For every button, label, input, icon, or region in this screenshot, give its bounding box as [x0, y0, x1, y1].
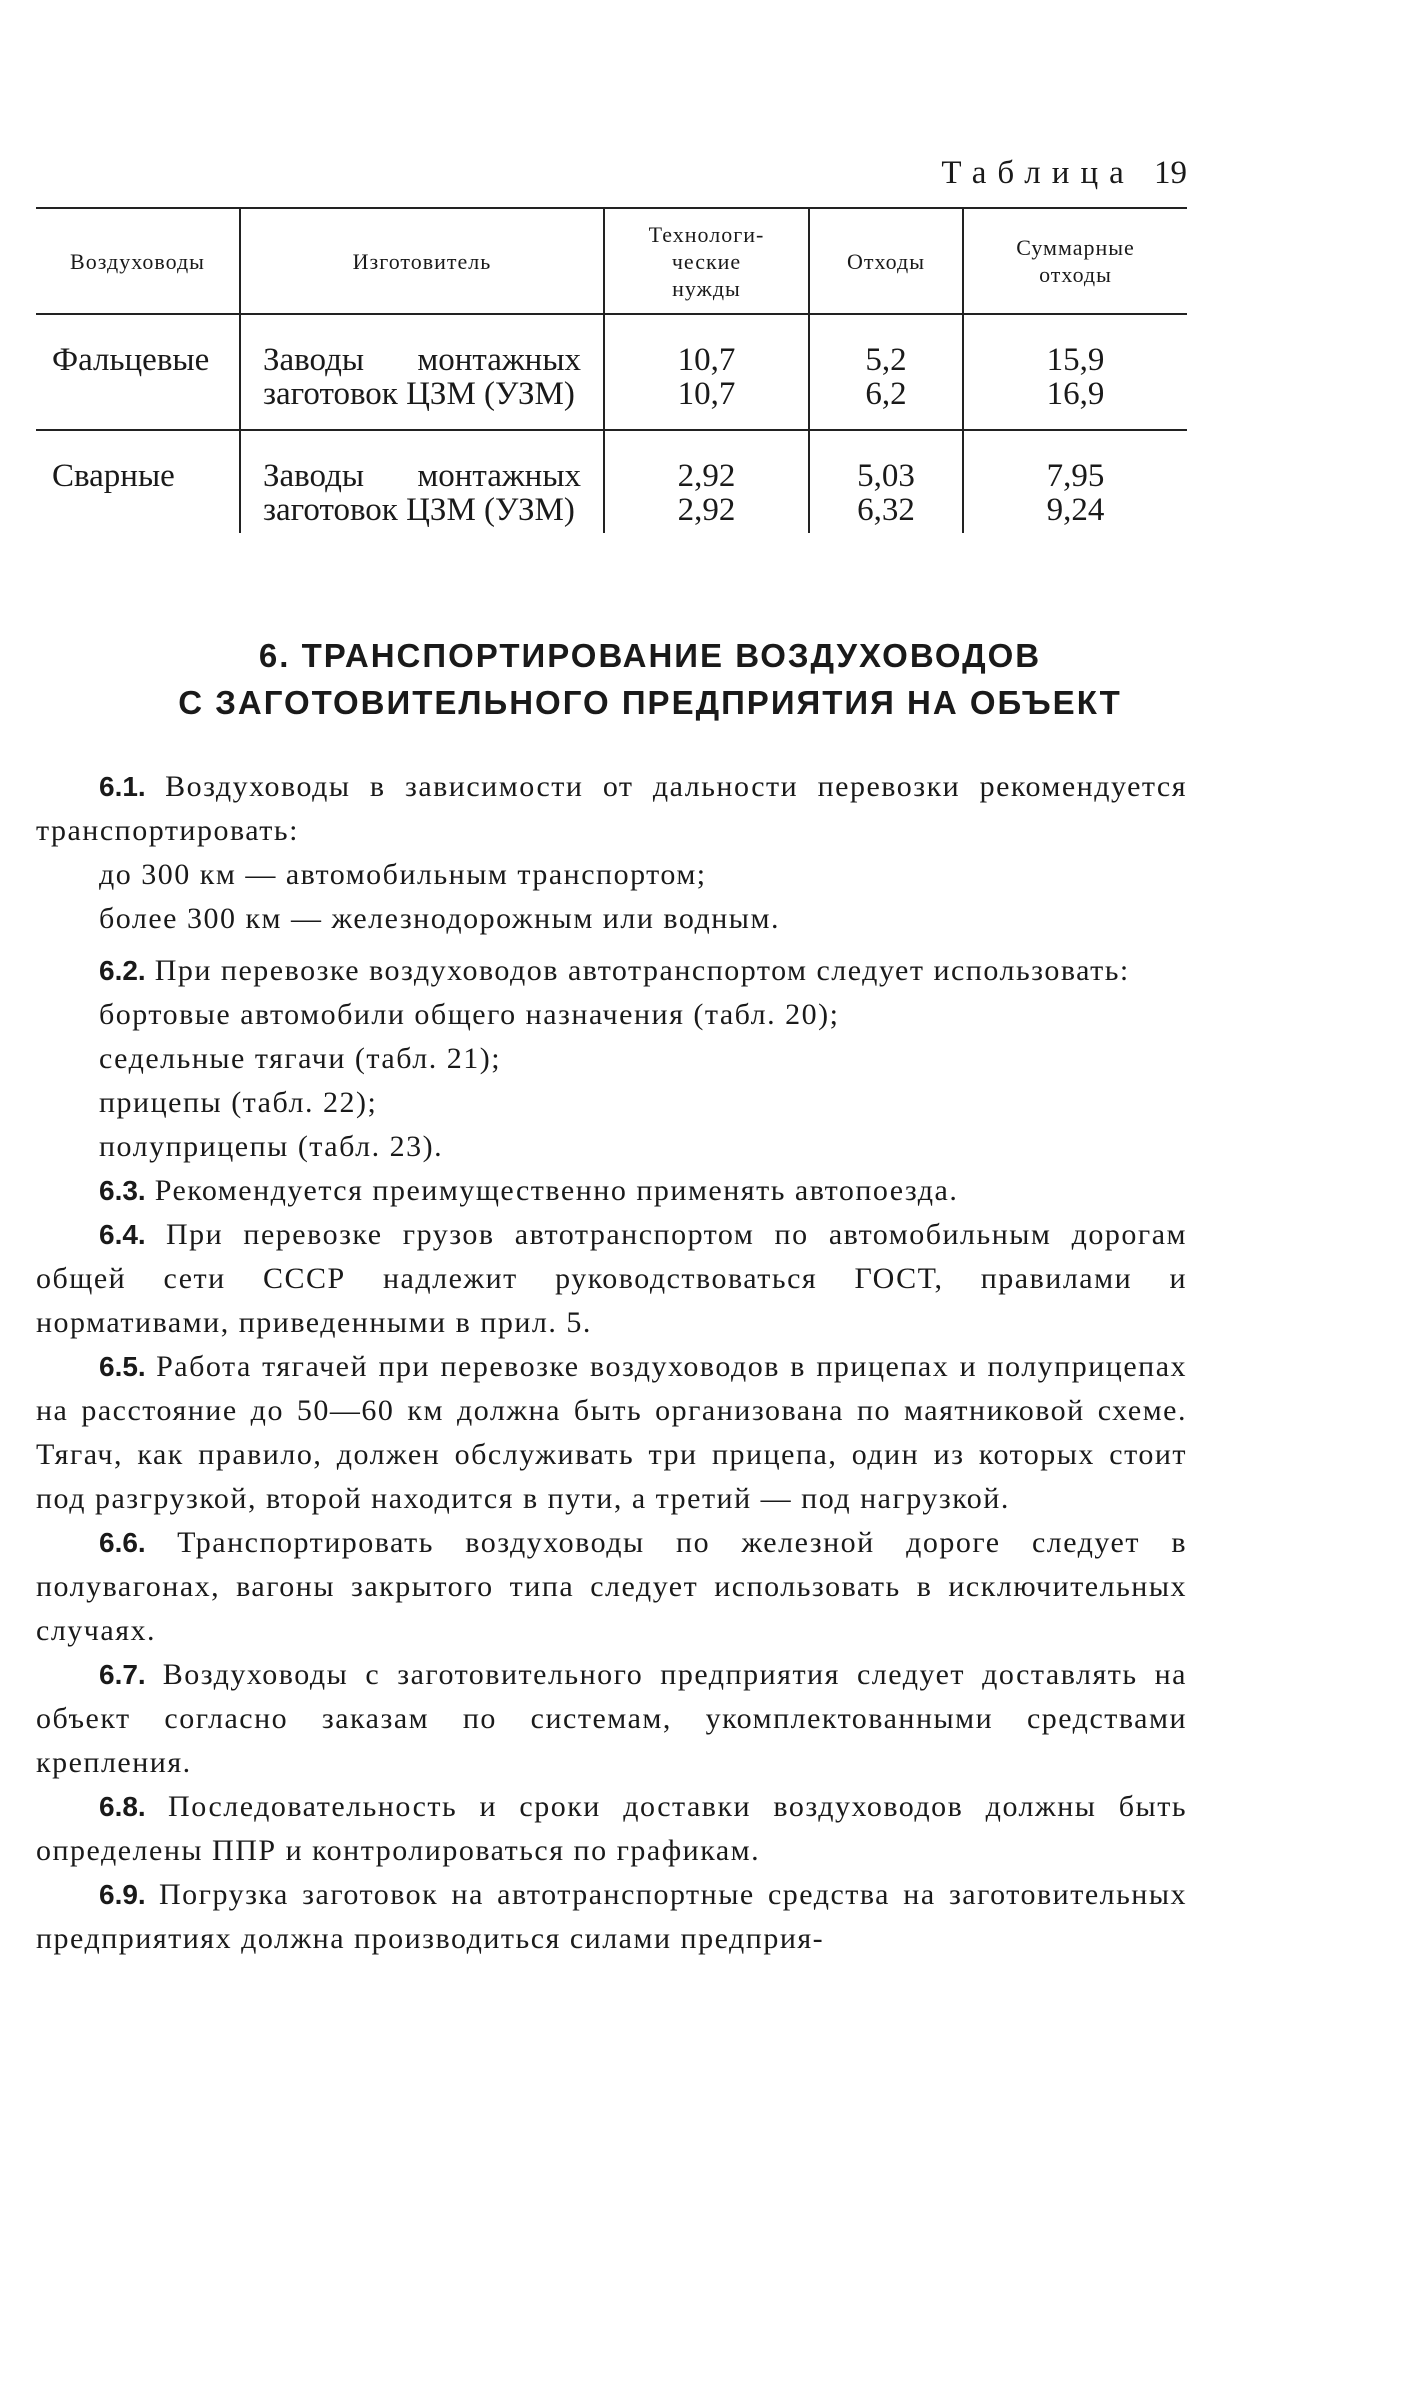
- cell-value: 7,95: [1046, 458, 1105, 494]
- maker-line: заготовок ЦЗМ (УЗМ): [263, 376, 575, 412]
- paragraph-6-4: [36, 1213, 1187, 1345]
- maker-line: [263, 459, 595, 493]
- row-tech-needs: [604, 314, 809, 430]
- header-ducts: Воздуховоды: [36, 208, 240, 314]
- header-tech-needs: [604, 208, 809, 314]
- list-item: до 300 км — автомобильным транспортом;: [99, 858, 707, 891]
- cell-value: 2,92: [677, 458, 736, 494]
- row-total-waste: [963, 314, 1187, 430]
- table-row: [36, 430, 1187, 533]
- maker-word: Заводы: [263, 458, 365, 494]
- list-item: прицепы (табл. 22);: [99, 1086, 378, 1119]
- row-name: Фальцевые: [52, 342, 210, 378]
- section-title-line: 6. ТРАНСПОРТИРОВАНИЕ ВОЗДУХОВОДОВ: [258, 637, 1042, 674]
- maker-line: [263, 343, 595, 377]
- table-caption-word: Таблица: [941, 155, 1135, 191]
- paragraph-text: Транспортировать воздуховоды по железной дороге следует в полувагонах, вагоны закрытого типа следует использовать в исключительных случаях.: [36, 1526, 1187, 1647]
- header-manufacturer: Изготовитель: [240, 208, 604, 314]
- list-item: бортовые автомобили общего назначения (табл. 20);: [99, 998, 840, 1031]
- paragraph-number: 6.2.: [99, 955, 146, 986]
- table-header-row: [36, 208, 1187, 314]
- cell-value: 10,7: [677, 342, 736, 378]
- paragraph-6-7: [36, 1653, 1187, 1785]
- paragraph-text: Воздуховоды в зависимости от дальности перевозки рекомендуется транспортировать:: [36, 770, 1188, 847]
- cell-value: 2,92: [677, 492, 736, 528]
- paragraph-6-5: [36, 1345, 1187, 1521]
- maker-line: заготовок ЦЗМ (УЗМ): [263, 492, 575, 528]
- section-body: [36, 765, 1187, 1961]
- section-title: [100, 632, 1200, 726]
- row-total-waste: [963, 430, 1187, 533]
- data-table: [36, 207, 1187, 533]
- row-manufacturer: [240, 430, 604, 533]
- header-waste: Отходы: [809, 208, 963, 314]
- paragraph-text: При перевозке грузов автотранспортом по автомобильным дорогам общей сети СССР надлежит руководствоваться ГОСТ, правилами и нормативами, приведенными в прил. 5.: [36, 1218, 1188, 1339]
- paragraph-text: При перевозке воздуховодов автотранспортом следует использовать:: [154, 954, 1130, 987]
- header-tech-line: нужды: [672, 275, 741, 301]
- row-waste: [809, 430, 963, 533]
- list-item: более 300 км — железнодорожным или водным.: [99, 902, 780, 935]
- paragraph-6-6: [36, 1521, 1187, 1653]
- header-tech-line: ческие: [671, 248, 742, 274]
- table-caption: [900, 155, 1187, 192]
- header-total-line: Суммарные: [1016, 235, 1135, 260]
- header-total-line: отходы: [1039, 262, 1112, 287]
- list-item: полуприцепы (табл. 23).: [99, 1130, 444, 1163]
- maker-word: монтажных: [417, 342, 581, 378]
- row-tech-needs: [604, 430, 809, 533]
- header-tech-line: Технологи-: [648, 221, 765, 247]
- paragraph-text: Рекомендуется преимущественно применять автопоезда.: [154, 1174, 959, 1207]
- paragraph-text: Погрузка заготовок на автотранспортные средства на заготовительных предприятиях должна производиться силами предприя-: [36, 1878, 1187, 1955]
- paragraph-number: 6.9.: [99, 1879, 146, 1910]
- paragraph-text: Работа тягачей при перевозке воздуховодов в прицепах и полуприцепах на расстояние до 50—60 км должна быть организована по маятниковой схеме. Тягач, как правило, должен обслуживать три прицепа, один из которых стоит под разгрузкой, второй находится в пути, а третий — под нагрузкой.: [36, 1350, 1188, 1515]
- paragraph-6-8: [36, 1785, 1187, 1873]
- paragraph-text: Воздуховоды с заготовительного предприятия следует доставлять на объект согласно заказам по системам, укомплектованными средствами крепления.: [36, 1658, 1187, 1779]
- paragraph-number: 6.4.: [99, 1219, 146, 1250]
- paragraph-6-2: [36, 949, 1187, 993]
- cell-value: 15,9: [1046, 342, 1105, 378]
- row-manufacturer: [240, 314, 604, 430]
- cell-value: 6,2: [865, 376, 907, 412]
- table-row: [36, 314, 1187, 430]
- paragraph-number: 6.5.: [99, 1351, 146, 1382]
- cell-value: 9,24: [1046, 492, 1105, 528]
- table-caption-number: 19: [1154, 155, 1187, 191]
- header-total-waste: [963, 208, 1187, 314]
- cell-value: 16,9: [1046, 376, 1105, 412]
- section-title-line: С ЗАГОТОВИТЕЛЬНОГО ПРЕДПРИЯТИЯ НА ОБЪЕКТ: [178, 684, 1122, 721]
- paragraph-number: 6.7.: [99, 1659, 146, 1690]
- row-name: Сварные: [36, 430, 240, 533]
- paragraph-6-3: [36, 1169, 1187, 1213]
- paragraph-number: 6.3.: [99, 1175, 146, 1206]
- cell-value: 5,03: [857, 458, 915, 494]
- paragraph-number: 6.1.: [99, 771, 146, 802]
- paragraph-6-1: [36, 765, 1187, 853]
- maker-word: Заводы: [263, 342, 365, 378]
- paragraph-number: 6.8.: [99, 1791, 146, 1822]
- list-item: седельные тягачи (табл. 21);: [99, 1042, 502, 1075]
- cell-value: 10,7: [677, 376, 736, 412]
- cell-value: 5,2: [865, 342, 907, 378]
- paragraph-6-9: [36, 1873, 1187, 1961]
- paragraph-number: 6.6.: [99, 1527, 146, 1558]
- paragraph-text: Последовательность и сроки доставки воздуховодов должны быть определены ППР и контролироваться по графикам.: [36, 1790, 1187, 1867]
- row-waste: [809, 314, 963, 430]
- cell-value: 6,32: [857, 492, 915, 528]
- maker-word: монтажных: [417, 458, 581, 494]
